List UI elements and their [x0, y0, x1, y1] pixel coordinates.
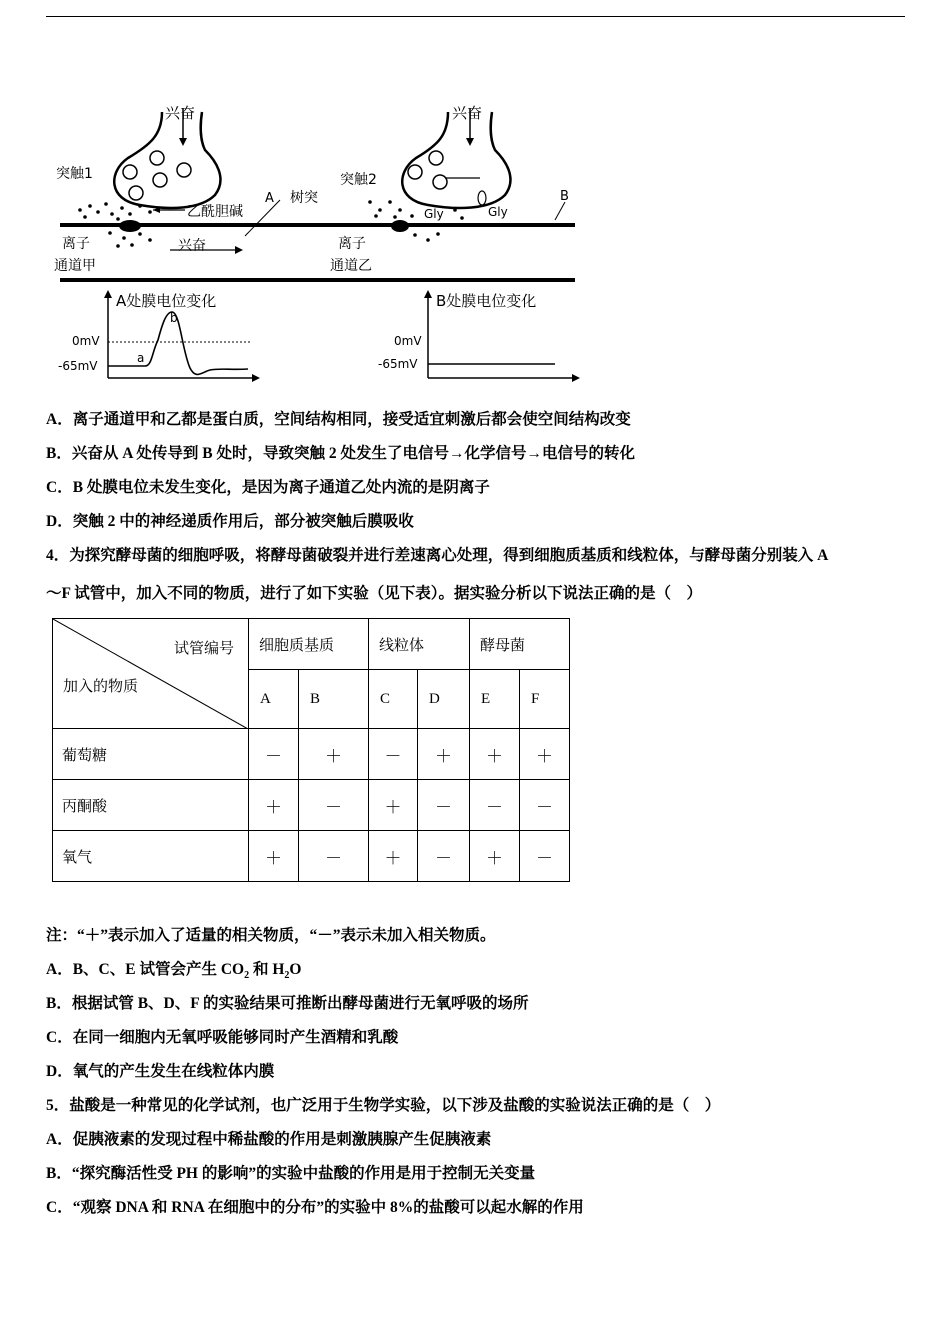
label-gly2: Gly [488, 205, 508, 219]
q5-option-a: A．促胰液素的发现过程中稀盐酸的作用是刺激胰腺产生促胰液素 [46, 1131, 492, 1148]
vesicle [429, 151, 443, 165]
cell: － [520, 780, 570, 831]
header-rule [46, 16, 905, 17]
label-channel2-l2: 通道乙 [330, 258, 372, 274]
cell: ＋ [470, 831, 520, 882]
graph-a-y-high: 0mV [72, 334, 100, 348]
group-header: 酵母菌 [470, 619, 570, 670]
graph-a-title: A处膜电位变化 [116, 292, 217, 310]
q4-option-b: B．根据试管 B、D、F 的实验结果可推断出酵母菌进行无氧呼吸的场所 [46, 995, 529, 1012]
cell: ＋ [369, 831, 418, 882]
cell: ＋ [418, 729, 470, 780]
cell: － [520, 831, 570, 882]
graph-a [58, 290, 260, 382]
label-excite-arrow: 兴奋 [178, 238, 206, 254]
corner-header-substances: 加入的物质 [63, 677, 139, 695]
cell: ＋ [520, 729, 570, 780]
label-point-b: B [560, 189, 569, 204]
label-point-a: A [265, 191, 274, 206]
cell: ＋ [299, 729, 369, 780]
synapse-figure [50, 90, 590, 390]
q4-option-d: D．氧气的产生发生在线粒体内膜 [46, 1063, 275, 1080]
group-header: 细胞质基质 [249, 619, 369, 670]
table-corner-cell [53, 619, 249, 729]
cell: － [470, 780, 520, 831]
vesicle [433, 175, 447, 189]
q4-table-note: 注：“＋”表示加入了适量的相关物质，“－”表示未加入相关物质。 [46, 927, 496, 944]
label-synapse1: 突触1 [56, 166, 93, 182]
q3-option-a: A．离子通道甲和乙都是蛋白质，空间结构相同，接受适宜刺激后都会使空间结构改变 [46, 411, 631, 428]
label-acetylcholine: 乙酰胆碱 [187, 204, 243, 220]
tube-label: C [369, 670, 418, 729]
graph-b-y-low: -65mV [378, 357, 418, 371]
q4-stem-line1: 4．为探究酵母菌的细胞呼吸，将酵母菌破裂并进行差速离心处理，得到细胞质基质和线粒体，与酵母菌分别装入 A [46, 547, 829, 564]
synapse2-terminal [402, 112, 510, 208]
cell: － [418, 831, 470, 882]
cell: － [418, 780, 470, 831]
tube-label: D [418, 670, 470, 729]
cell: ＋ [369, 780, 418, 831]
graph-b [378, 290, 580, 382]
synapse1-terminal [114, 112, 220, 208]
table-row [53, 729, 570, 780]
graph-b-title: B处膜电位变化 [436, 292, 537, 310]
graph-a-mark-a: a [137, 351, 145, 365]
cell: ＋ [249, 780, 299, 831]
label-channel2-l1: 离子 [338, 236, 366, 252]
q5-option-c: C．“观察 DNA 和 RNA 在细胞中的分布”的实验中 8%的盐酸可以起水解的作用 [46, 1199, 584, 1216]
cell: － [369, 729, 418, 780]
graph-b-y-high: 0mV [394, 334, 422, 348]
table-row [53, 780, 570, 831]
ion-channel-1 [119, 220, 141, 232]
label-excite-top1: 兴奋 [165, 104, 196, 122]
group-header: 线粒体 [369, 619, 470, 670]
tube-label: A [249, 670, 299, 729]
graph-a-y-low: -65mV [58, 359, 98, 373]
tube-label: F [520, 670, 570, 729]
cell: － [299, 780, 369, 831]
label-synapse2: 突触2 [340, 172, 377, 188]
ion-channel-2 [391, 220, 409, 232]
label-gly1: Gly [424, 207, 444, 221]
row-header: 丙酮酸 [53, 780, 249, 831]
q5-stem: 5．盐酸是一种常见的化学试剂，也广泛用于生物学实验，以下涉及盐酸的实验说法正确的是（ ） [46, 1097, 721, 1114]
vesicle [153, 173, 167, 187]
tube-label: E [470, 670, 520, 729]
graph-a-mark-b: b [170, 311, 178, 325]
cell: ＋ [249, 831, 299, 882]
q5-option-b: B．“探究酶活性受 PH 的影响”的实验中盐酸的作用是用于控制无关变量 [46, 1165, 536, 1182]
q4-stem-line2: ～F 试管中，加入不同的物质，进行了如下实验（见下表）。据实验分析以下说法正确的是（ ） [46, 585, 703, 602]
cell: － [299, 831, 369, 882]
experiment-table [52, 618, 570, 882]
vesicle [177, 163, 191, 177]
q3-option-c: C．B 处膜电位未发生变化，是因为离子通道乙处内流的是阴离子 [46, 479, 490, 496]
vesicle [408, 165, 422, 179]
q3-option-b: B．兴奋从 A 处传导到 B 处时，导致突触 2 处发生了电信号→化学信号→电信号的转化 [46, 445, 636, 462]
q3-option-d: D．突触 2 中的神经递质作用后，部分被突触后膜吸收 [46, 513, 414, 530]
q4-option-c: C．在同一细胞内无氧呼吸能够同时产生酒精和乳酸 [46, 1029, 399, 1046]
cell: ＋ [470, 729, 520, 780]
cell: － [249, 729, 299, 780]
q4-option-a: A．B、C、E 试管会产生 $CO_2$ 和 $H_2O$ [46, 961, 302, 982]
corner-header-tubes: 试管编号 [173, 639, 234, 657]
vesicle [129, 186, 143, 200]
vesicle [150, 151, 164, 165]
label-dendrite: 树突 [290, 190, 318, 206]
label-channel1-l2: 通道甲 [54, 258, 96, 274]
row-header: 氧气 [53, 831, 249, 882]
synapse-diagram [50, 90, 590, 390]
table-row [53, 831, 570, 882]
label-excite-top2: 兴奋 [452, 104, 483, 122]
vesicle [123, 165, 137, 179]
label-channel1-l1: 离子 [62, 236, 90, 252]
row-header: 葡萄糖 [53, 729, 249, 780]
tube-label: B [299, 670, 369, 729]
